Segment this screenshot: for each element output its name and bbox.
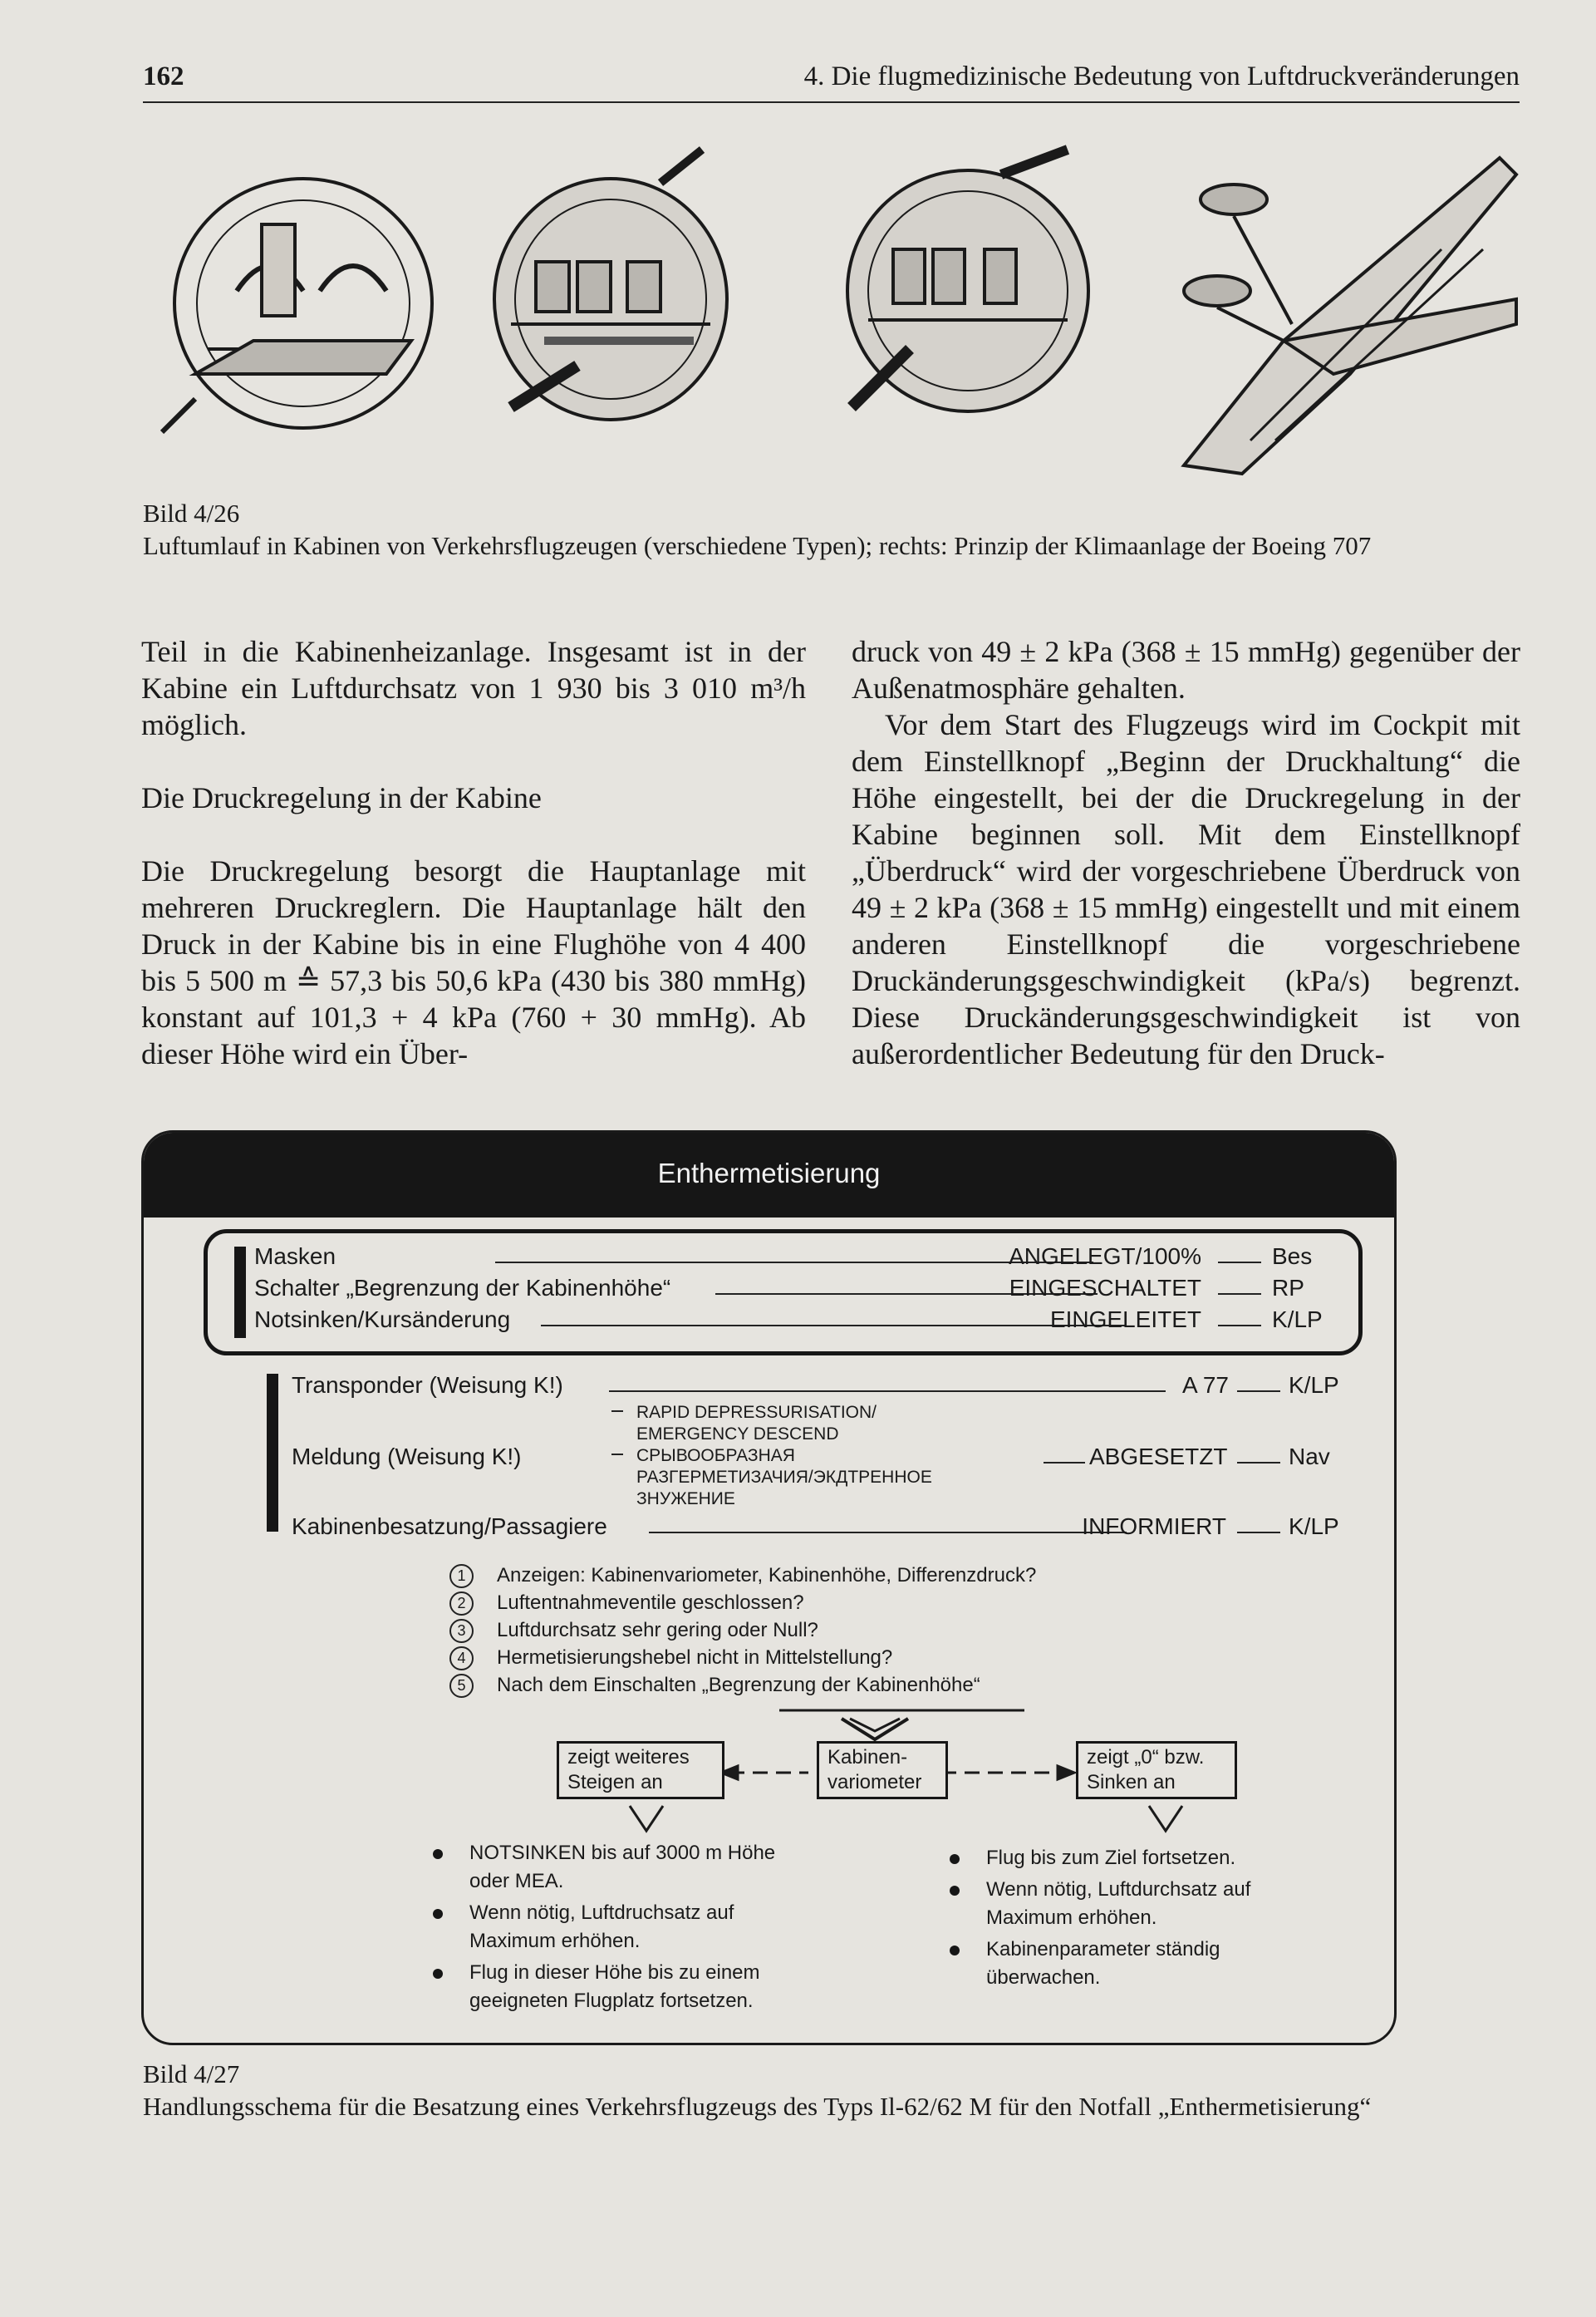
question-number: 4 (449, 1646, 474, 1670)
row-responsible: K/LP (1289, 1372, 1339, 1398)
action-item: Wenn nötig, Luftdruchsatz auf Maximum erhöhen. (426, 1899, 783, 1955)
row-value: A 77 (1181, 1372, 1229, 1398)
action-item: Flug bis zum Ziel fortsetzen. (943, 1844, 1275, 1872)
action-item: NOTSINKEN bis auf 3000 m Höhe oder MEA. (426, 1839, 783, 1896)
right-column (852, 633, 1520, 1072)
page-number: 162 (143, 61, 184, 91)
row-responsible: Nav (1289, 1444, 1330, 1469)
row-item: Kabinenbesatzung/Passagiere (292, 1513, 607, 1539)
row-value: ABGESETZT (1089, 1444, 1228, 1469)
question-text: Luftentnahmeventile geschlossen? (497, 1591, 804, 1614)
row-value: EINGESCHALTET (1009, 1275, 1201, 1301)
emergency-checklist (141, 1130, 1397, 2045)
question-text: Anzeigen: Kabinenvariometer, Kabinenhöhe, Differenzdruck? (497, 1564, 1037, 1586)
action-item: Kabinenparameter ständig überwachen. (943, 1936, 1275, 1992)
box-line: Kabinen- (827, 1746, 908, 1768)
figure-4-26-caption (143, 497, 1505, 562)
question-text: Hermetisierungshebel nicht in Mittelstellung? (497, 1646, 893, 1669)
row-value: INFORMIERT (1082, 1513, 1226, 1539)
box-line: variometer (827, 1771, 922, 1793)
cabin-cutaway-2 (494, 150, 727, 420)
radio-message-line: СРЫВООБРАЗНАЯ (636, 1446, 795, 1465)
action-item: Flug in dieser Höhe bis zu einem geeigneten Flugplatz fortsetzen. (426, 1959, 783, 2015)
cabin-cutaway-1 (162, 179, 432, 432)
box-line: Sinken an (1087, 1771, 1176, 1793)
cabin-cutaway-3 (847, 150, 1088, 411)
row-responsible: K/LP (1289, 1513, 1339, 1539)
row-value: EINGELEITET (1049, 1306, 1201, 1332)
question-number: 2 (449, 1591, 474, 1616)
box-line: zeigt „0“ bzw. (1087, 1746, 1205, 1768)
figure-4-27-label: Bild 4/27 (143, 2059, 240, 2088)
box-line: zeigt weiteres (567, 1746, 690, 1768)
radio-message-line: РАЗГЕРМЕТИЗАЧИЯ/ЭКДТРЕННОЕ (636, 1468, 932, 1487)
row-item: Masken (254, 1243, 336, 1269)
figure-4-27-text: Handlungsschema für die Besatzung eines Verkehrsflugzeugs des Typs Il-62/62 M für den Notfall „Enthermetisierung“ (143, 2092, 1372, 2121)
right-paragraph-1: druck von 49 ± 2 kPa (368 ± 15 mmHg) gegenüber der Außenatmosphäre gehalten. (852, 635, 1520, 705)
box-climbing (557, 1741, 724, 1799)
right-paragraph-2: Vor dem Start des Flugzeugs wird im Cockpit mit dem Einstellknopf „Beginn der Druckhaltung“ die Höhe eingestellt, bei der die Druckregelung in der Kabine beginnen soll. Mit dem Einstellknopf „Überdruck“ wird der vorgeschriebene Überdruck von 49 ± 2 kPa (368 ± 15 mmHg) eingestellt und mit einem anderen Einstellknopf die vorgeschriebene Druckänderungsgeschwindigkeit (kPa/s) begrenzt. Diese Druckänderungsgeschwindigkeit ist von außerordentlicher Bedeutung für den Druck- (852, 708, 1520, 1070)
question-text: Nach dem Einschalten „Begrenzung der Kabinenhöhe“ (497, 1674, 980, 1696)
box-line: Steigen an (567, 1771, 663, 1793)
question-number: 5 (449, 1674, 474, 1698)
action-item: Wenn nötig, Luftdurchsatz auf Maximum erhöhen. (943, 1876, 1275, 1932)
boeing-707-airconditioning-sketch (1184, 158, 1516, 474)
box-cabin-variometer (817, 1741, 948, 1799)
row-item: Schalter „Begrenzung der Kabinenhöhe“ (254, 1275, 671, 1301)
question-number: 3 (449, 1619, 474, 1643)
row-responsible: K/LP (1272, 1306, 1323, 1332)
left-paragraph-1: Teil in die Kabinenheizanlage. Insgesamt ist in der Kabine ein Luftdurchsatz von 1 930 bis 3 010 m³/h möglich. (141, 635, 806, 741)
header-rule (143, 101, 1520, 103)
left-paragraph-2: Die Druckregelung besorgt die Hauptanlage mit mehreren Druckreglern. Die Hauptanlage hält den Druck in der Kabine bis in eine Flughöhe von 4 400 bis 5 500 m ≙ 57,3 bis 50,6 kPa (430 bis 380 mmHg) konstant auf 101,3 + 4 kPa (760 + 30 mmHg). Ab dieser Höhe wird ein Über- (141, 854, 806, 1070)
row-responsible: Bes (1272, 1243, 1313, 1269)
row-item: Notsinken/Kursänderung (254, 1306, 511, 1332)
cabin-airflow-illustration (137, 125, 1525, 490)
radio-message-line: ЗНУЖЕНИЕ (636, 1489, 735, 1508)
left-column (141, 633, 806, 1072)
row-item: Meldung (Weisung K!) (292, 1444, 522, 1469)
section-heading: Die Druckregelung in der Kabine (141, 781, 542, 814)
figure-4-27-caption (143, 2058, 1505, 2123)
radio-message-line: EMERGENCY DESCEND (636, 1424, 839, 1444)
left-actions (426, 1839, 783, 2019)
figure-4-26-label: Bild 4/26 (143, 499, 240, 528)
checklist-title: Enthermetisierung (657, 1158, 881, 1188)
row-responsible: RP (1272, 1275, 1304, 1301)
box-zero-or-sinking (1076, 1741, 1237, 1799)
figure-4-26-text: Luftumlauf in Kabinen von Verkehrsflugzeugen (verschiedene Typen); rechts: Prinzip der Klimaanlage der Boeing 707 (143, 531, 1372, 560)
row-value: ANGELEGT/100% (1009, 1243, 1201, 1269)
question-text: Luftdurchsatz sehr gering oder Null? (497, 1619, 818, 1641)
right-actions (943, 1844, 1275, 1995)
radio-message-line: RAPID DEPRESSURISATION/ (636, 1403, 877, 1422)
question-number: 1 (449, 1564, 474, 1588)
row-item: Transponder (Weisung K!) (292, 1372, 563, 1398)
running-title: 4. Die flugmedizinische Bedeutung von Luftdruckveränderungen (803, 61, 1520, 91)
